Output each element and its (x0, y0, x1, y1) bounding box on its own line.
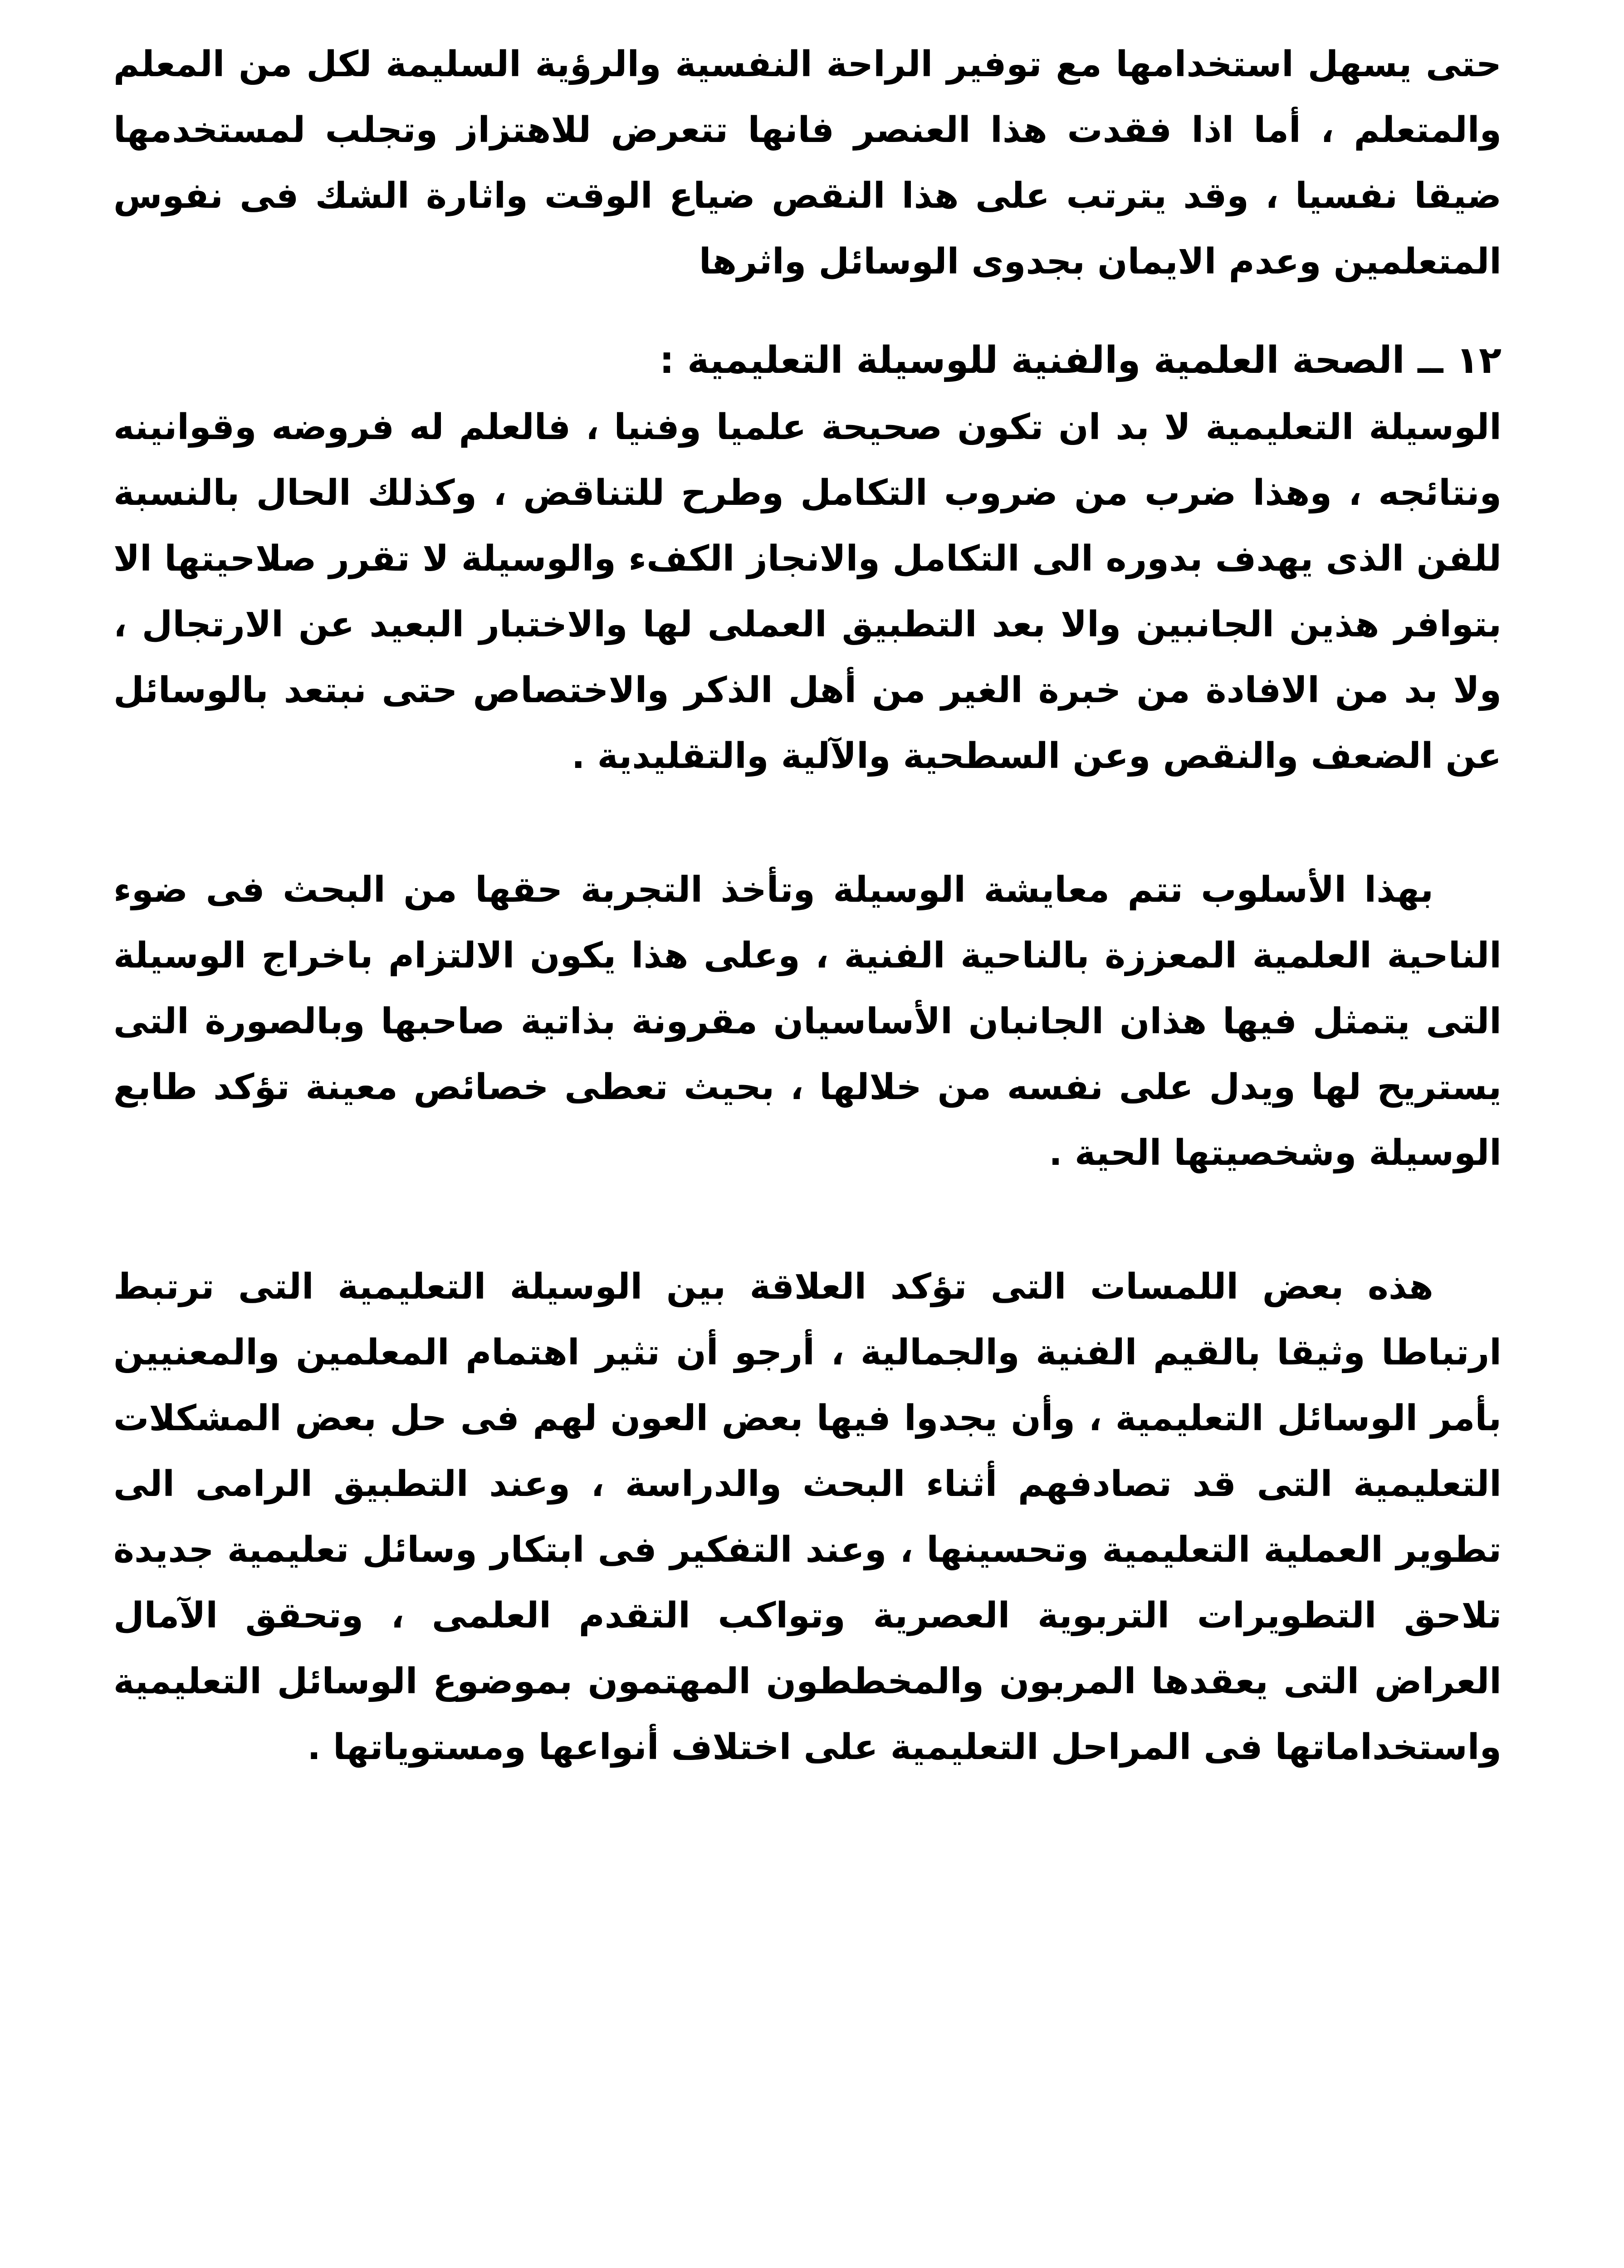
section-heading: ١٢ ــ الصحة العلمية والفنية للوسيلة التعليمية : (659, 339, 1502, 382)
paragraph-continuation: حتى يسهل استخدامها مع توفير الراحة النفسية والرؤية السليمة لكل من المعلم والمتعلم ، أما اذا فقدت هذا العنصر فانها تتعرض للاهتزاز وتجلب لمستخدمها ضيقا نفسيا ، وقد يترتب على هذا النقص ضياع الوقت واثارة الشك فى نفوس المتعلمين وعدم الايمان بجدوى الوسائل واثرها (113, 44, 1502, 282)
spacer (113, 1186, 1502, 1254)
paragraph-method: بهذا الأسلوب تتم معايشة الوسيلة وتأخذ التجربة حقها من البحث فى ضوء الناحية العلمية المعززة بالناحية الفنية ، وعلى هذا يكون الالتزام باخراج الوسيلة التى يتمثل فيها هذان الجانبان الأساسيان مقرونة بذاتية صاحبها وبالصورة التى يستريح لها ويدل على نفسه من خلالها ، بحيث تعطى خصائص معينة تؤكد طابع الوسيلة وشخصيتها الحية . (113, 870, 1502, 1173)
spacer (113, 295, 1502, 327)
page-body (113, 32, 1502, 1780)
paragraph-scientific-artistic-validity: الوسيلة التعليمية لا بد ان تكون صحيحة علميا وفنيا ، فالعلم له فروضه وقوانينه ونتائجه ، وهذا ضرب من ضروب التكامل وطرح للتناقض ، وكذلك الحال بالنسبة للفن الذى يهدف بدوره الى التكامل والانجاز الكفء والوسيلة لا تقرر صلاحيتها الا بتوافر هذين الجانبين والا بعد التطبيق العملى لها والاختبار البعيد عن الارتجال ، ولا بد من الافادة من خبرة الغير من أهل الذكر والاختصاص حتى نبتعد بالوسائل عن الضعف والنقص وعن السطحية والآلية والتقليدية . (113, 407, 1502, 777)
paragraph-conclusion: هذه بعض اللمسات التى تؤكد العلاقة بين الوسيلة التعليمية التى ترتبط ارتباطا وثيقا بالقيم الفنية والجمالية ، أرجو أن تثير اهتمام المعلمين والمعنيين بأمر الوسائل التعليمية ، وأن يجدوا فيها بعض العون لهم فى حل بعض المشكلات التعليمية التى قد تصادفهم أثناء البحث والدراسة ، وعند التطبيق الرامى الى تطوير العملية التعليمية وتحسينها ، وعند التفكير فى ابتكار وسائل تعليمية جديدة تلاحق التطويرات التربوية العصرية وتواكب التقدم العلمى ، وتحقق الآمال العراض التى يعقدها المربون والمخططون المهتمون بموضوع الوسائل التعليمية واستخداماتها فى المراحل التعليمية على اختلاف أنواعها ومستوياتها . (113, 1266, 1502, 1768)
spacer (113, 789, 1502, 857)
